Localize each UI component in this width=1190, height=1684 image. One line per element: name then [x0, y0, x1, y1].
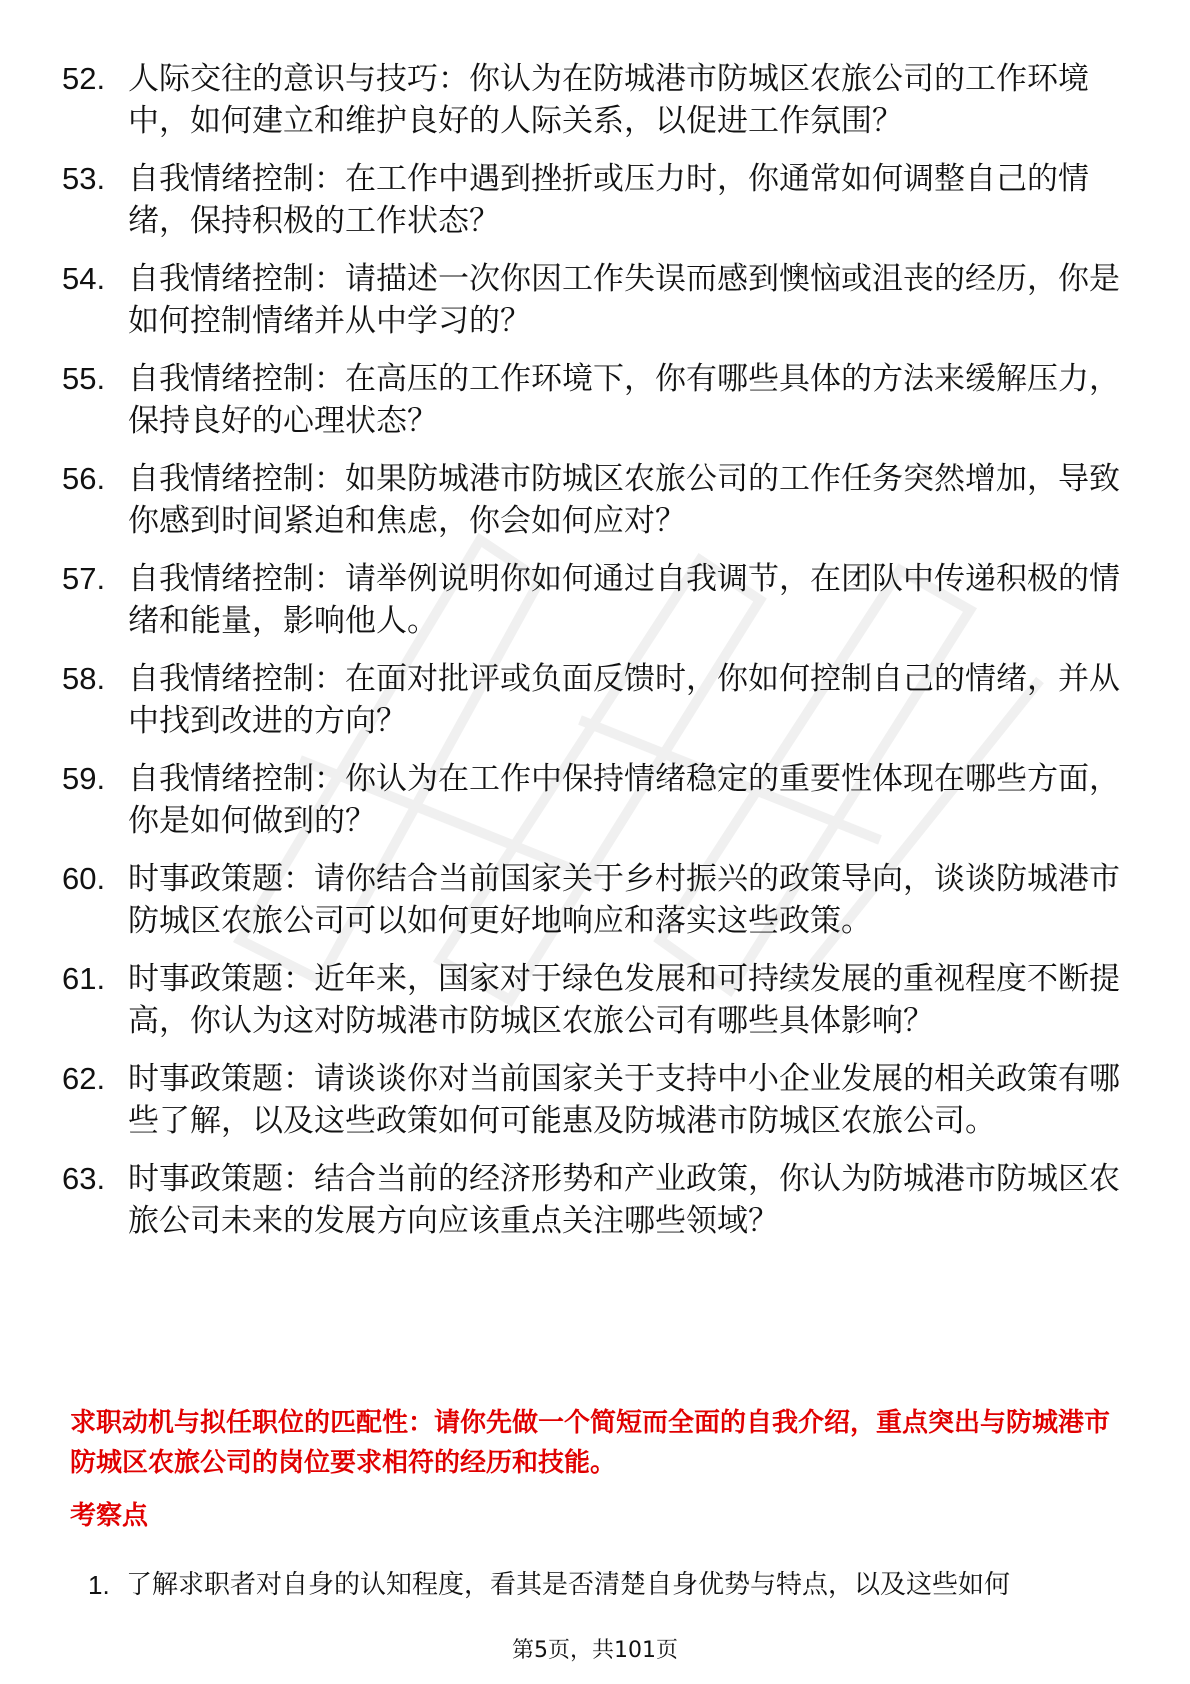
- question-item: [62, 358, 1122, 442]
- question-item: [62, 958, 1122, 1042]
- question-item: [62, 658, 1122, 742]
- question-item: [62, 158, 1122, 242]
- question-text: 自我情绪控制：请描述一次你因工作失误而感到懊恼或沮丧的经历，你是如何控制情绪并从中学习的？: [128, 261, 1120, 339]
- question-number: 54.: [62, 261, 106, 296]
- assessment-point-item: [88, 1567, 1128, 1603]
- question-text: 时事政策题：近年来，国家对于绿色发展和可持续发展的重视程度不断提高，你认为这对防城港市防城区农旅公司有哪些具体影响？: [128, 961, 1120, 1039]
- question-number: 61.: [62, 961, 106, 996]
- question-number: 62.: [62, 1061, 106, 1096]
- question-number: 52.: [62, 61, 106, 96]
- question-list: [62, 58, 1122, 1258]
- question-number: 56.: [62, 461, 106, 496]
- point-number: 1.: [88, 1570, 110, 1600]
- question-text: 时事政策题：结合当前的经济形势和产业政策，你认为防城港市防城区农旅公司未来的发展方向应该重点关注哪些领域？: [128, 1161, 1120, 1239]
- question-item: [62, 458, 1122, 542]
- question-number: 63.: [62, 1161, 106, 1196]
- question-text: 自我情绪控制：在高压的工作环境下，你有哪些具体的方法来缓解压力，保持良好的心理状态？: [128, 361, 1120, 439]
- question-item: [62, 758, 1122, 842]
- question-text: 自我情绪控制：请举例说明你如何通过自我调节，在团队中传递积极的情绪和能量，影响他人。: [128, 561, 1120, 639]
- question-item: [62, 1058, 1122, 1142]
- page-footer: 第5页，共101页: [512, 1638, 678, 1663]
- question-text: 时事政策题：请谈谈你对当前国家关于支持中小企业发展的相关政策有哪些了解，以及这些政策如何可能惠及防城港市防城区农旅公司。: [128, 1061, 1120, 1139]
- question-text: 时事政策题：请你结合当前国家关于乡村振兴的政策导向，谈谈防城港市防城区农旅公司可以如何更好地响应和落实这些政策。: [128, 861, 1120, 939]
- question-item: [62, 58, 1122, 142]
- question-number: 60.: [62, 861, 106, 896]
- question-text: 自我情绪控制：在面对批评或负面反馈时，你如何控制自己的情绪，并从中找到改进的方向？: [128, 661, 1120, 739]
- point-text: 了解求职者对自身的认知程度，看其是否清楚自身优势与特点，以及这些如何: [126, 1570, 1011, 1600]
- assessment-point-list: [88, 1567, 1128, 1603]
- highlight-question: 求职动机与拟任职位的匹配性：请你先做一个简短而全面的自我介绍，重点突出与防城港市防城区农旅公司的岗位要求相符的经历和技能。: [70, 1408, 1111, 1478]
- question-number: 55.: [62, 361, 106, 396]
- question-number: 57.: [62, 561, 106, 596]
- question-item: [62, 258, 1122, 342]
- question-item: [62, 858, 1122, 942]
- question-number: 53.: [62, 161, 106, 196]
- question-text: 自我情绪控制：如果防城港市防城区农旅公司的工作任务突然增加，导致你感到时间紧迫和焦虑，你会如何应对？: [128, 461, 1120, 539]
- question-number: 58.: [62, 661, 106, 696]
- question-text: 自我情绪控制：你认为在工作中保持情绪稳定的重要性体现在哪些方面，你是如何做到的？: [128, 761, 1120, 839]
- section-title: 考察点: [70, 1501, 149, 1531]
- question-text: 自我情绪控制：在工作中遇到挫折或压力时，你通常如何调整自己的情绪，保持积极的工作状态？: [128, 161, 1089, 239]
- question-text: 人际交往的意识与技巧：你认为在防城港市防城区农旅公司的工作环境中，如何建立和维护良好的人际关系，以促进工作氛围？: [128, 61, 1089, 139]
- question-item: [62, 558, 1122, 642]
- question-item: [62, 1158, 1122, 1242]
- question-number: 59.: [62, 761, 106, 796]
